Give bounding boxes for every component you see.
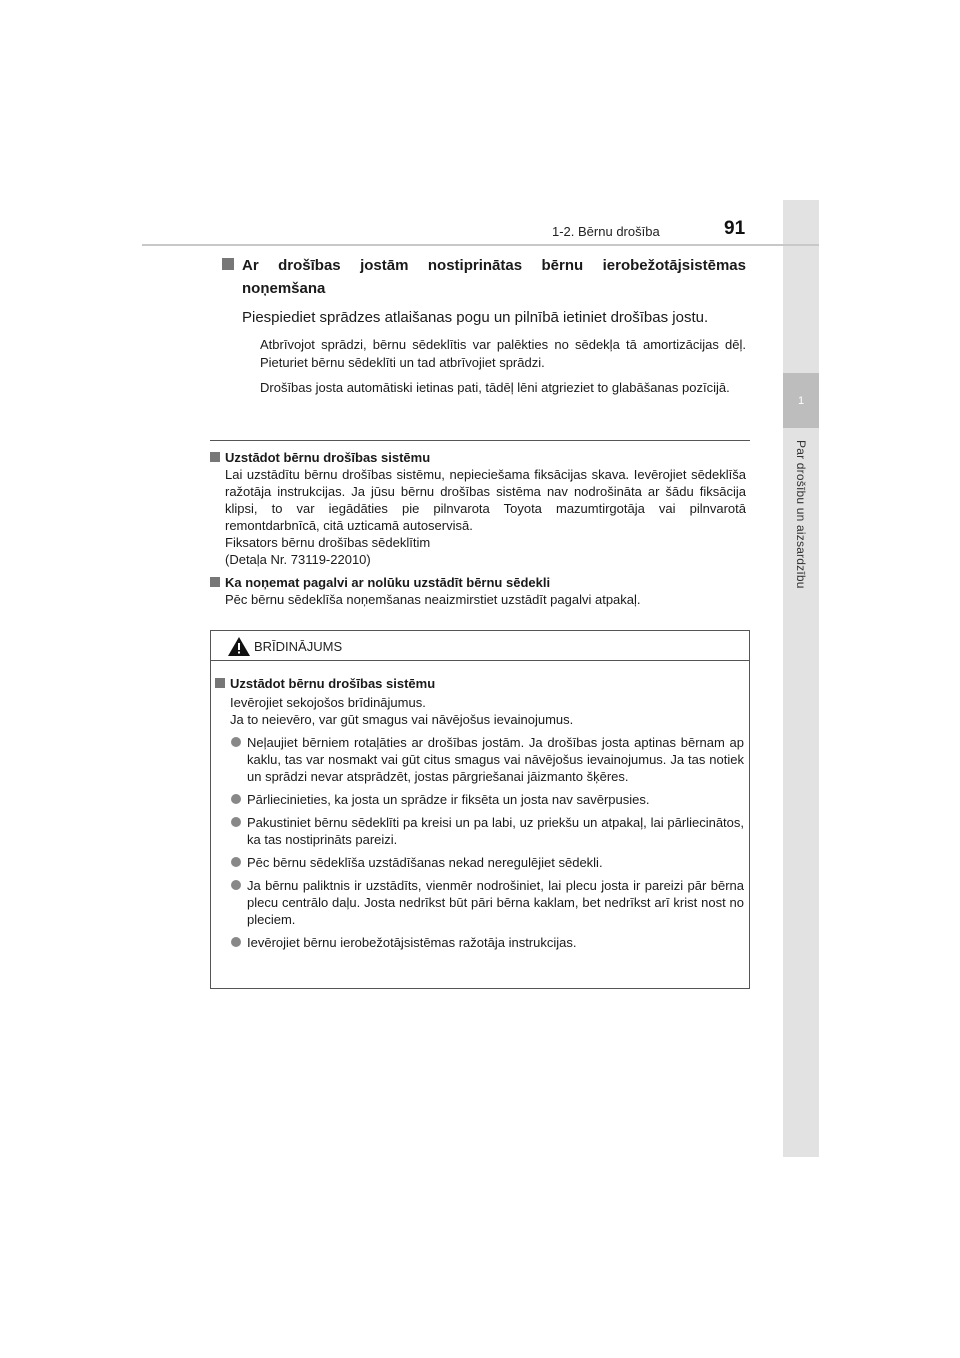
- subsection-heading: Ka noņemat pagalvi ar nolūku uzstādīt bērnu sēdekli: [210, 574, 746, 591]
- warning-body: [215, 675, 744, 951]
- square-bullet-icon: [222, 258, 234, 270]
- warning-bullet: Pēc bērnu sēdeklīša uzstādīšanas nekad neregulējiet sēdekli.: [215, 854, 744, 871]
- bullet-dot-icon: [231, 737, 241, 747]
- chapter-number: 1: [783, 373, 819, 428]
- warning-bullet: Pārliecinieties, ka josta un sprādze ir fiksēta un josta nav savērpusies.: [215, 791, 744, 808]
- bullet-dot-icon: [231, 857, 241, 867]
- section-divider: [210, 440, 750, 441]
- warning-bullet: Pakustiniet bērnu sēdeklīti pa kreisi un pa labi, uz priekšu un atpakaļ, lai pārliecinātos, ka tas nostiprināts pareizi.: [215, 814, 744, 848]
- section-note: Drošības josta automātiski ietinas pati, tādēļ lēni atgrieziet to glabāšanas pozīcijā.: [260, 380, 730, 395]
- square-bullet-icon: [210, 452, 220, 462]
- warning-intro: Ievērojiet sekojošos brīdinājumus.: [230, 695, 426, 710]
- bullet-dot-icon: [231, 937, 241, 947]
- chapter-label: Par drošību un aizsardzību: [794, 440, 808, 589]
- bullet-dot-icon: [231, 794, 241, 804]
- warning-title: BRĪDINĀJUMS: [254, 639, 343, 654]
- warning-bullet: Ievērojiet bērnu ierobežotājsistēmas ražotāja instrukcijas.: [215, 934, 744, 951]
- warning-triangle-icon: [228, 637, 250, 656]
- page-number: 91: [724, 218, 746, 239]
- section-heading: Ar drošības jostām nostiprinātas bērnu ierobežotājsistēmas noņemšana: [222, 254, 746, 300]
- bullet-dot-icon: [231, 880, 241, 890]
- info-block: [210, 449, 746, 608]
- side-tab: [783, 200, 819, 1157]
- section-paragraph: Piespiediet sprādzes atlaišanas pogu un pilnībā ietiniet drošības jostu.: [242, 309, 709, 326]
- warning-bullet: Ja bērnu paliktnis ir uzstādīts, vienmēr nodrošiniet, lai plecu josta ir pareizi pār bērna plecu centrālo daļu. Josta nedrīkst būt pāri bērna kaklam, bet nedrīkst arī krist nost no pleciem.: [215, 877, 744, 928]
- section-title: 1-2. Bērnu drošība: [552, 224, 660, 239]
- section-note: Atbrīvojot sprādzi, bērnu sēdeklītis var palēkties no sēdekļa tā amortizācijas dēļ. Pieturiet bērnu sēdeklīti un tad atbrīvojiet sprādzi.: [260, 337, 746, 370]
- section-remove-seat: [222, 254, 746, 397]
- square-bullet-icon: [210, 577, 220, 587]
- warning-intro: Ja to neievēro, var gūt smagus vai nāvējošus ievainojumus.: [230, 712, 574, 727]
- warning-box: [210, 630, 750, 989]
- warning-bullet: Neļaujiet bērniem rotaļāties ar drošības jostām. Ja drošības josta aptinas bērnam ap kaklu, tas var nosmakt vai gūt citus smagus vai nāvējošus ievainojumus. Ja tas notiek un sprādzi nevar atsprādzēt, jostas pārgriešanai jāizmanto šķēres.: [215, 734, 744, 785]
- warning-heading: Uzstādot bērnu drošības sistēmu: [215, 675, 744, 692]
- subsection-text: Fiksators bērnu drošības sēdeklītim: [225, 535, 431, 550]
- subsection-text: Lai uzstādītu bērnu drošības sistēmu, nepieciešama fiksācijas skava. Ievērojiet sēdeklīša ražotāja instrukcijas. Ja jūsu bērnu drošības sistēma nav nodrošināta ar šādu fiksācija klipsi, to var iegādāties pie pilnvarota Toyota mazumtirgotāja vai pilnvarotā remontdarbnīcā, citā uzticamā autoservisā.: [225, 467, 746, 533]
- bullet-dot-icon: [231, 817, 241, 827]
- subsection-heading: Uzstādot bērnu drošības sistēmu: [210, 449, 746, 466]
- subsection-text: Pēc bērnu sēdeklīša noņemšanas neaizmirstiet uzstādīt pagalvi atpakaļ.: [225, 592, 641, 607]
- header-rule: [142, 244, 819, 246]
- square-bullet-icon: [215, 678, 225, 688]
- subsection-text: (Detaļa Nr. 73119-22010): [225, 552, 371, 567]
- warning-header: [211, 631, 749, 661]
